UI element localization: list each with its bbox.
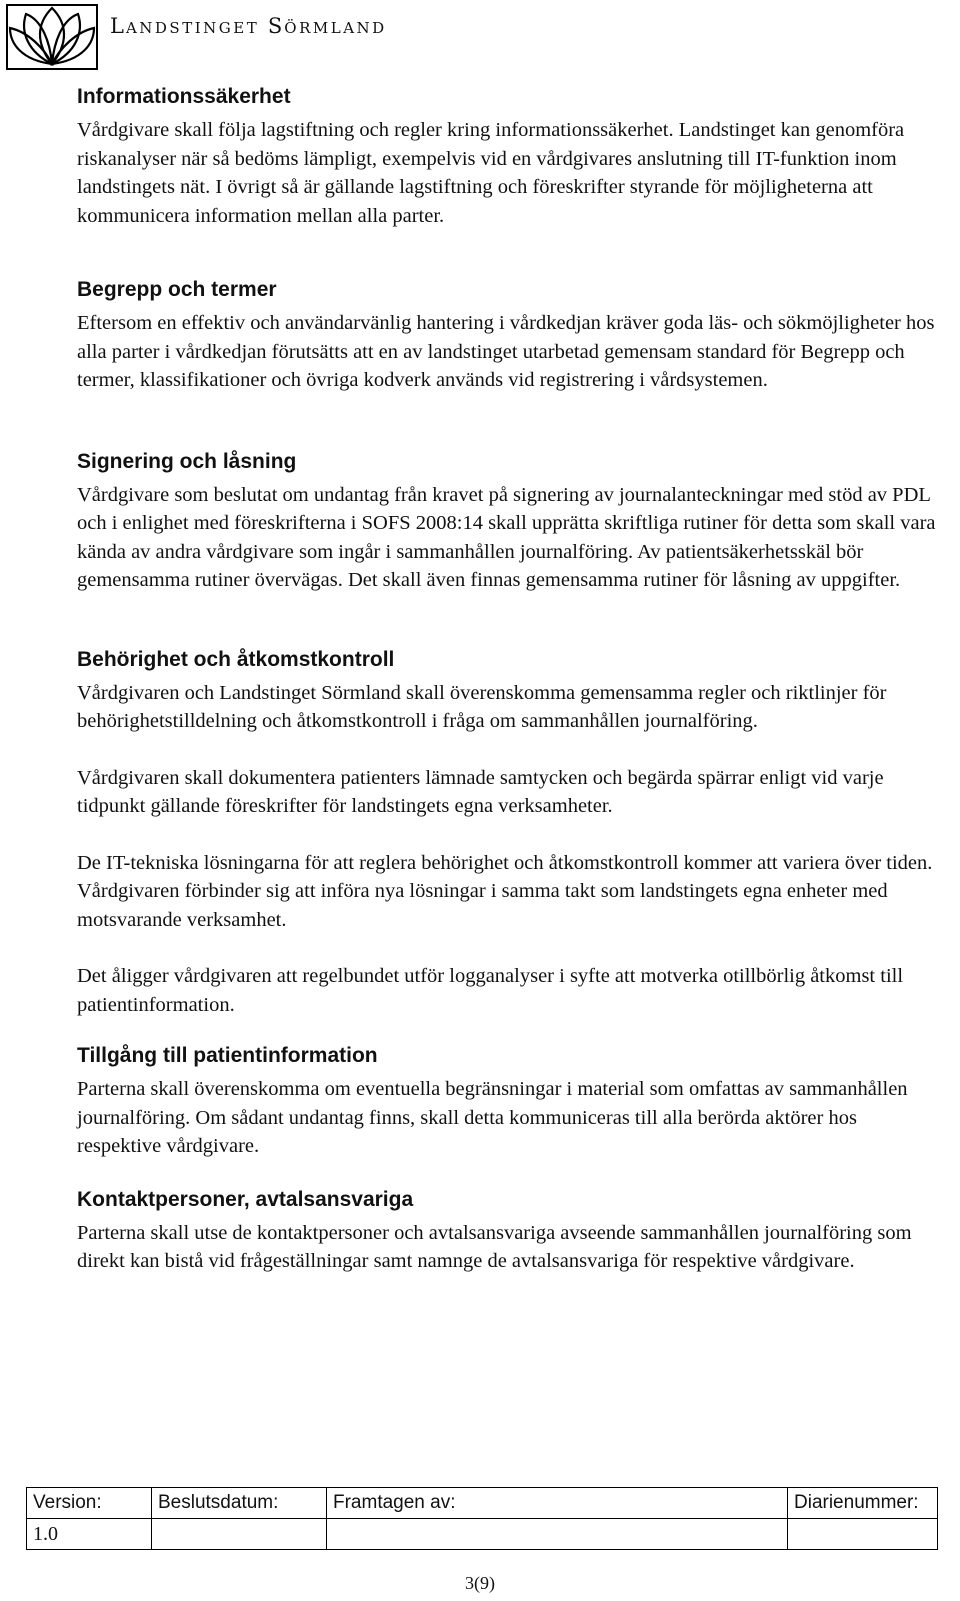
section-heading: Kontaktpersoner, avtalsansvariga — [77, 1187, 414, 1211]
diarienummer-label: Diarienummer: — [788, 1488, 938, 1519]
beslutsdatum-label: Beslutsdatum: — [152, 1488, 327, 1519]
document-footer-table — [26, 1487, 938, 1550]
organization-name: LANDSTINGET SÖRMLAND — [110, 14, 387, 38]
diarienummer-value — [788, 1519, 938, 1550]
framtagen-label: Framtagen av: — [327, 1488, 788, 1519]
section-paragraph: Parterna skall utse de kontaktpersoner och avtalsansvariga avseende sammanhållen journalföring som direkt kan bistå vid frågeställningar samt namnge de avtalsansvariga för respektive vårdgivare. — [77, 1221, 912, 1272]
section-behorighet-och-atkomstkontroll — [77, 647, 937, 1020]
version-label: Version: — [27, 1488, 152, 1519]
section-paragraph: Vårdgivare skall följa lagstiftning och regler kring informationssäkerhet. Landstinget kan genomföra riskanalyser när så bedöms lämpligt, exempelvis vid en vårdgivares anslutning till IT-funktion inom landstingets nät. I övrigt så är gällande lagstiftning och föreskrifter styrande för möjligheterna att kommunicera information mellan alla parter. — [77, 119, 905, 227]
section-heading: Begrepp och termer — [77, 278, 277, 301]
footer-value-row — [27, 1519, 938, 1550]
section-paragraph: Eftersom en effektiv och användarvänlig hantering i vårdkedjan kräver goda läs- och sökmöjligheter hos alla parter i vårdkedjan förutsätts att en av landstinget utarbetad gemensam standard för Begrepp och termer, klassifikationer och övriga kodverk används vid registrering i vårdsystemen. — [77, 312, 935, 391]
section-heading: Behörighet och åtkomstkontroll — [77, 647, 395, 671]
section-tillgang-till-patientinformation — [77, 1043, 937, 1161]
section-paragraph: Vårdgivare som beslutat om undantag från kravet på signering av journalanteckningar med stöd av PDL och i enlighet med föreskrifterna i SOFS 2008:14 skall upprätta skriftliga rutiner för detta som skall vara kända av andra vårdgivare som ingår i sammanhållen journalföring. Av patientsäkerhetsskäl bör gemensamma rutiner övervägas. Det skall även finnas gemensamma rutiner för låsning av uppgifter. — [77, 483, 936, 591]
section-kontaktpersoner — [77, 1187, 937, 1276]
section-heading: Tillgång till patientinformation — [77, 1044, 378, 1067]
beslutsdatum-value — [152, 1519, 327, 1550]
framtagen-value — [327, 1519, 788, 1550]
section-paragraph: Vårdgivaren och Landstinget Sörmland skall överenskomma gemensamma regler och riktlinjer för behörighetstilldelning och åtkomstkontroll i fråga om sammanhållen journalföring. — [77, 681, 887, 732]
section-informationssakerhet — [77, 84, 937, 230]
section-paragraph: Det åligger vårdgivaren att regelbundet utför logganalyser i syfte att motverka otillbörlig åtkomst till patientinformation. — [77, 965, 904, 1016]
section-paragraph: De IT-tekniska lösningarna för att reglera behörighet och åtkomstkontroll kommer att variera över tiden. Vårdgivaren förbinder sig att införa nya lösningar i samma takt som landstingets egna enheter med motsvarande verksamhet. — [77, 851, 933, 931]
section-heading: Signering och låsning — [77, 449, 297, 473]
section-heading: Informationssäkerhet — [77, 85, 291, 108]
document-body — [77, 84, 937, 1276]
footer-label-row — [27, 1488, 938, 1519]
landstinget-logo — [6, 4, 98, 70]
version-value: 1.0 — [27, 1519, 152, 1550]
section-paragraph: Vårdgivaren skall dokumentera patienters lämnade samtycken och begärda spärrar enligt vid varje tidpunkt gällande föreskrifter för landstingets egna verksamheter. — [77, 766, 884, 817]
section-begrepp-och-termer — [77, 277, 937, 395]
page-number: 3(9) — [465, 1573, 495, 1593]
section-paragraph: Parterna skall överenskomma om eventuella begränsningar i material som omfattas av sammanhållen journalföring. Om sådant undantag finns, skall detta kommuniceras till alla berörda aktörer hos respektive vårdgivare. — [77, 1078, 908, 1157]
section-signering-och-lasning — [77, 449, 937, 595]
